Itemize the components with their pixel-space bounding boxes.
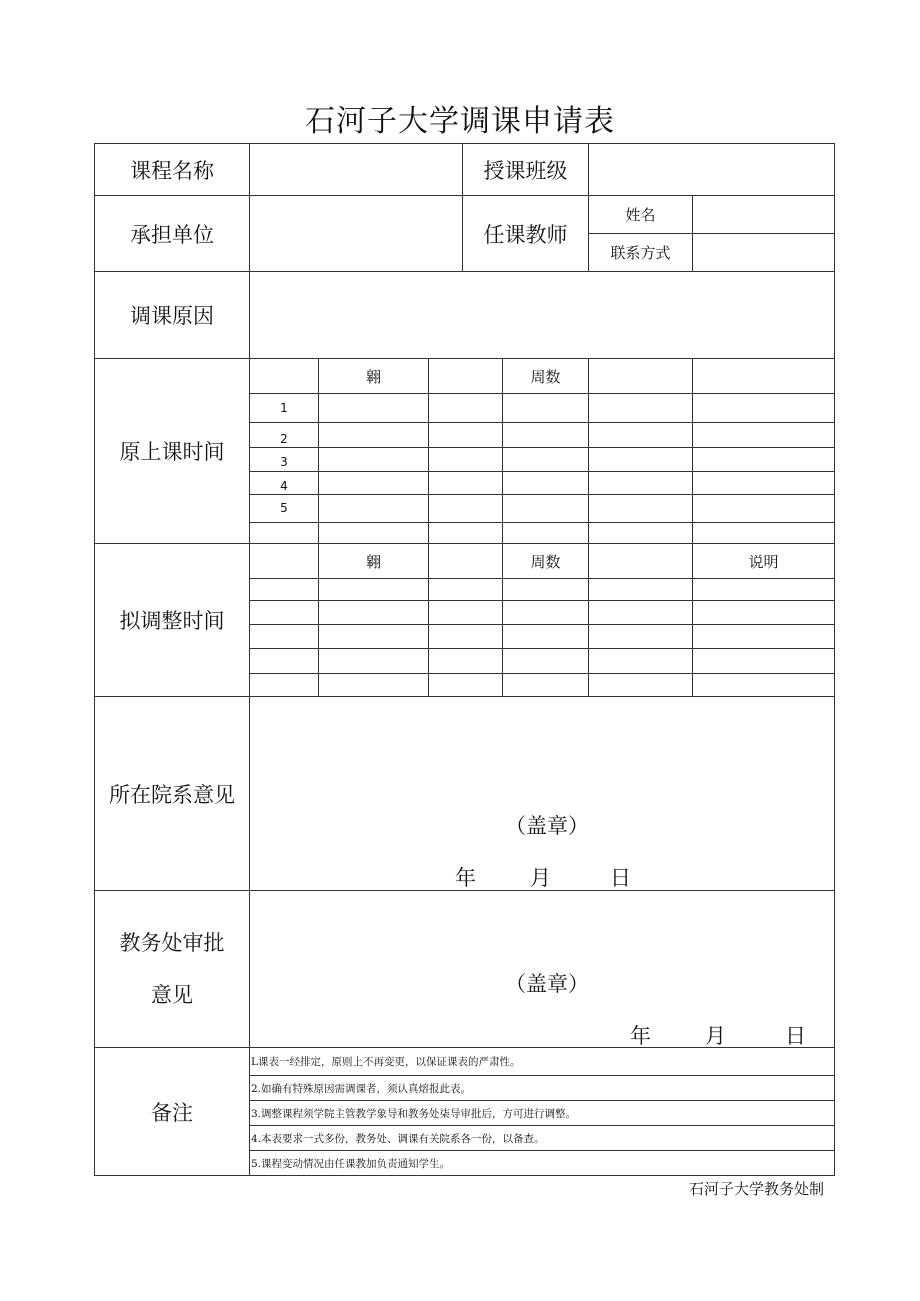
dept-opinion-label: 所在院系意见: [109, 782, 235, 807]
department-label: 承担单位: [130, 222, 214, 247]
issuer-footer: 石河子大学教务处制: [688, 1180, 824, 1198]
remark-item: 2.如确有特殊原因需调课者，须认真熔报此表。: [251, 1082, 472, 1095]
teacher-name-field[interactable]: [693, 196, 834, 233]
dept-month: 月: [530, 866, 551, 890]
office-opinion-line1: 教务处审批: [119, 931, 225, 955]
page-title: 石河子大学调课申请表: [305, 104, 615, 139]
remarks-label: 备注: [151, 1100, 193, 1125]
dept-year: 年: [455, 866, 476, 890]
planned-time-label: 拟调整时间: [119, 609, 225, 633]
planned-col-header-1: 翱: [365, 552, 381, 571]
remark-item: 5.课程变动情况由任课教加负责通知学生。: [251, 1157, 451, 1170]
original-row-number: 5: [280, 501, 288, 515]
remark-item: L课表一经排定，原则上不再变更，以保证课表的严肃性。: [251, 1056, 521, 1068]
reason-field[interactable]: [250, 272, 834, 358]
class-label: 授课班级: [483, 158, 568, 183]
course-name-label: 课程名称: [130, 158, 214, 183]
teacher-contact-field[interactable]: [693, 234, 834, 271]
original-row-number: 1: [280, 401, 288, 415]
planned-col-header-weeks: 周数: [530, 552, 561, 571]
class-field[interactable]: [589, 144, 834, 195]
original-time-label: 原上课时间: [119, 440, 225, 464]
department-field[interactable]: [250, 196, 462, 271]
dept-stamp: （盖章）: [505, 814, 589, 838]
original-col-header-1: 翱: [365, 367, 381, 386]
office-day: 日: [785, 1024, 806, 1048]
original-col-header-weeks: 周数: [530, 367, 561, 386]
office-month: 月: [705, 1024, 726, 1048]
teacher-name-label: 姓名: [625, 206, 656, 224]
office-stamp: （盖章）: [505, 972, 589, 996]
office-opinion-label: [95, 891, 249, 1047]
teacher-contact-label: 联系方式: [610, 244, 671, 262]
original-row-number: 2: [280, 432, 288, 446]
office-year: 年: [630, 1024, 651, 1048]
original-row-number: 4: [280, 479, 288, 493]
teacher-label: 任课教师: [483, 222, 568, 247]
planned-col-header-notes: 说明: [748, 552, 779, 571]
original-row-number: 3: [280, 455, 288, 469]
reason-label: 调课原因: [130, 304, 214, 328]
remark-item: 4.本表要求一式多份，教务处、调课有关院系各一份，以备查。: [251, 1132, 545, 1145]
office-opinion-line2: 意见: [151, 983, 193, 1007]
dept-day: 日: [610, 866, 631, 890]
course-name-field[interactable]: [250, 144, 462, 195]
remark-item: 3.调整课程须学院主管教学象导和教务处柒导审批后，方可进行调整。: [251, 1107, 577, 1120]
